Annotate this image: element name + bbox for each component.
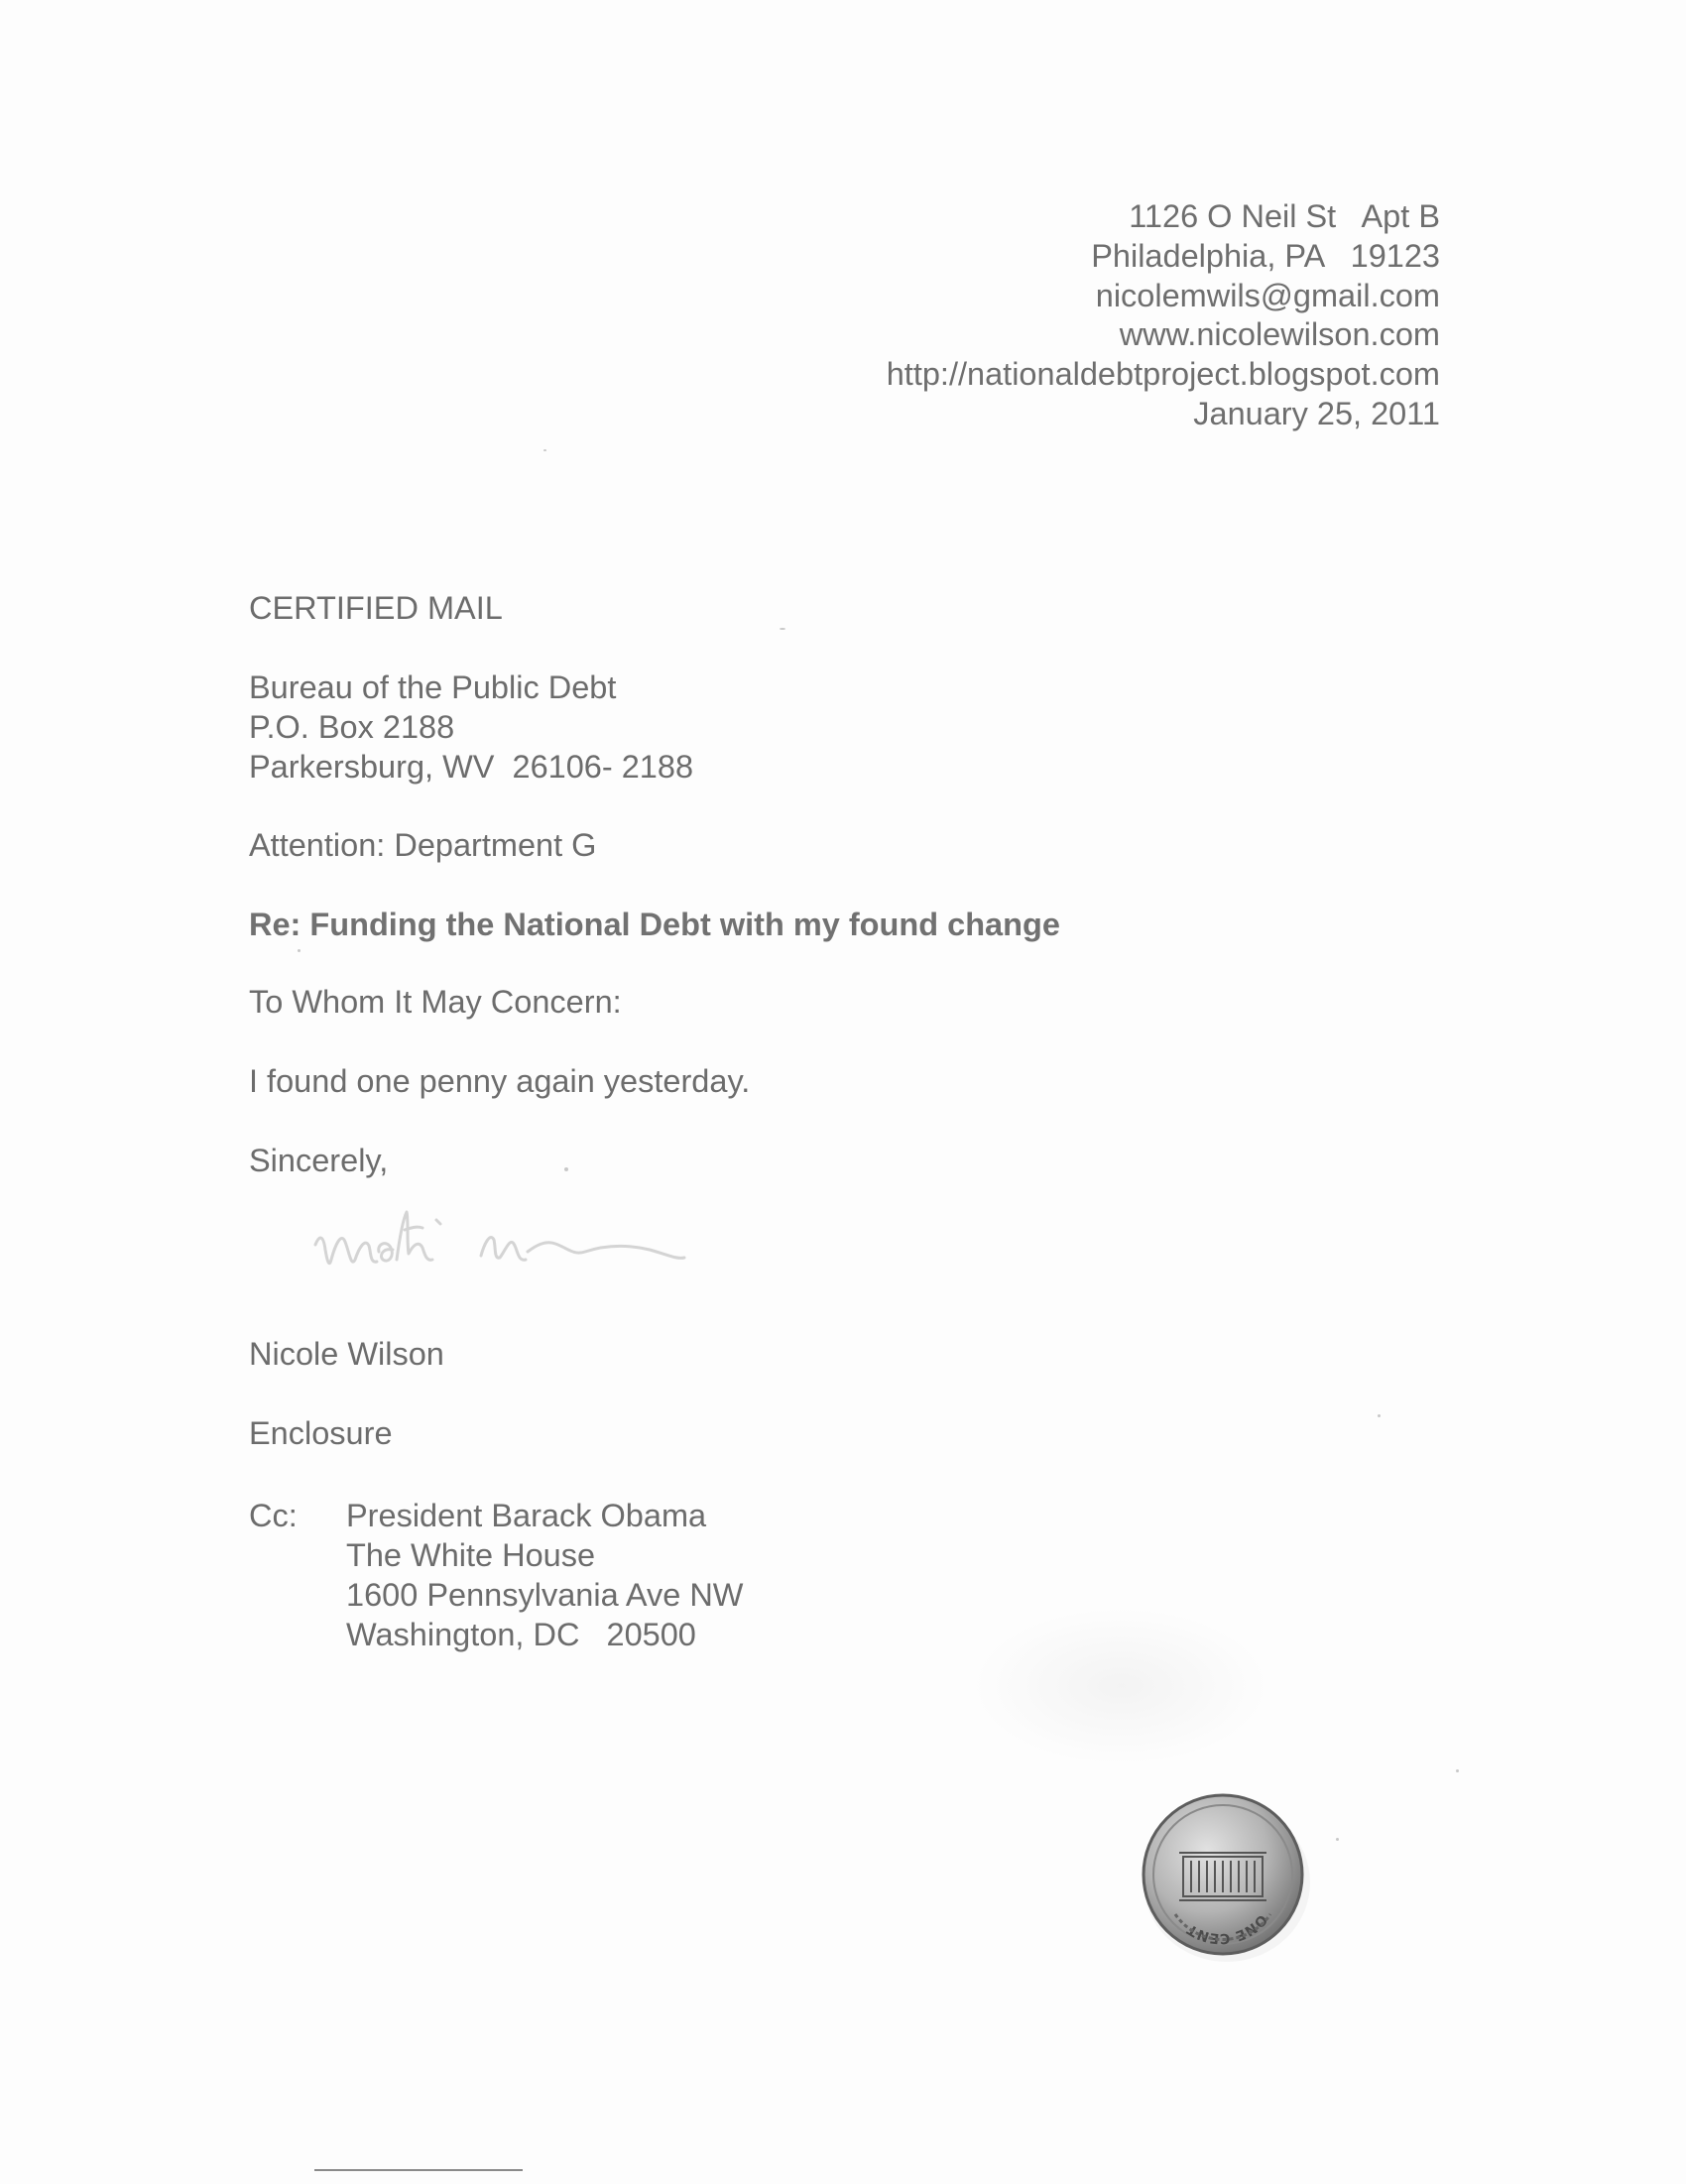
recipient-name: Bureau of the Public Debt [249, 669, 617, 705]
attention-line: Attention: Department G [249, 827, 597, 863]
cc-city: Washington, DC 20500 [346, 1617, 696, 1652]
sender-street: 1126 O Neil St Apt B [1129, 198, 1440, 234]
closing: Sincerely, [249, 1143, 389, 1178]
scan-smudge [972, 1607, 1269, 1765]
scan-speck [1456, 1769, 1459, 1772]
cc-label: Cc: [249, 1498, 298, 1533]
scan-speck [780, 628, 785, 630]
subject-line: Re: Funding the National Debt with my found change [249, 907, 1060, 942]
sender-website: www.nicolewilson.com [1119, 316, 1440, 353]
scan-speck [1378, 1414, 1381, 1417]
recipient-city: Parkersburg, WV 26106- 2188 [249, 749, 694, 785]
scan-speck [1336, 1838, 1339, 1841]
cc-name: President Barack Obama [346, 1498, 707, 1533]
sender-blog: http://nationaldebtproject.blogspot.com [886, 356, 1440, 393]
sender-address-block [887, 197, 1440, 434]
scan-speck [564, 1167, 568, 1171]
cc-organization: The White House [346, 1537, 596, 1573]
enclosure-line: Enclosure [249, 1415, 393, 1451]
bottom-rule [314, 2169, 523, 2171]
recipient-po-box: P.O. Box 2188 [249, 709, 455, 745]
scan-speck [543, 449, 546, 451]
sender-city: Philadelphia, PA 19123 [1091, 237, 1440, 274]
sender-email: nicolemwils@gmail.com [1095, 277, 1440, 313]
penny-coin-image [1136, 1785, 1314, 1964]
cc-street: 1600 Pennsylvania Ave NW [346, 1577, 744, 1613]
letter-date: January 25, 2011 [1193, 395, 1440, 431]
salutation: To Whom It May Concern: [249, 984, 622, 1020]
cc-recipient-block [346, 1496, 743, 1654]
signer-name: Nicole Wilson [249, 1336, 444, 1372]
coin-inscription: ONE CENT [1184, 1910, 1270, 1947]
scan-speck [298, 949, 301, 952]
mail-type: CERTIFIED MAIL [249, 590, 503, 626]
letter-body: I found one penny again yesterday. [249, 1063, 751, 1099]
handwritten-signature [307, 1190, 734, 1309]
